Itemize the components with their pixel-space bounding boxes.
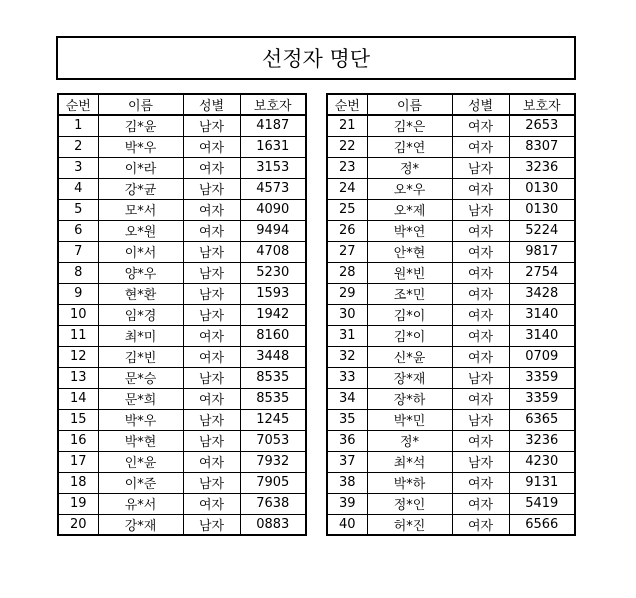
table-row	[58, 472, 306, 493]
cell-name: 김*이	[367, 304, 452, 325]
cell-gender: 남자	[183, 262, 240, 283]
cell-no: 16	[58, 430, 98, 451]
cell-guardian: 3236	[509, 430, 575, 451]
table-row	[327, 472, 575, 493]
table-row	[327, 514, 575, 535]
table-row	[58, 346, 306, 367]
cell-no: 2	[58, 136, 98, 157]
cell-no: 25	[327, 199, 367, 220]
cell-guardian: 7932	[240, 451, 306, 472]
cell-no: 26	[327, 220, 367, 241]
cell-no: 22	[327, 136, 367, 157]
roster-table-left	[57, 93, 307, 536]
cell-no: 13	[58, 367, 98, 388]
cell-name: 인*윤	[98, 451, 183, 472]
table-row	[58, 220, 306, 241]
cell-gender: 여자	[452, 514, 509, 535]
cell-guardian: 0709	[509, 346, 575, 367]
table-row	[58, 493, 306, 514]
cell-guardian: 8535	[240, 367, 306, 388]
cell-guardian: 4230	[509, 451, 575, 472]
cell-guardian: 6365	[509, 409, 575, 430]
cell-guardian: 3448	[240, 346, 306, 367]
cell-guardian: 9494	[240, 220, 306, 241]
cell-name: 박*우	[98, 409, 183, 430]
cell-no: 32	[327, 346, 367, 367]
cell-no: 27	[327, 241, 367, 262]
cell-gender: 남자	[183, 115, 240, 136]
cell-no: 19	[58, 493, 98, 514]
cell-guardian: 3359	[509, 367, 575, 388]
table-row	[58, 430, 306, 451]
cell-gender: 여자	[452, 346, 509, 367]
cell-name: 최*미	[98, 325, 183, 346]
cell-name: 장*재	[367, 367, 452, 388]
cell-no: 6	[58, 220, 98, 241]
table-row	[327, 388, 575, 409]
cell-guardian: 3236	[509, 157, 575, 178]
cell-name: 허*진	[367, 514, 452, 535]
cell-name: 이*준	[98, 472, 183, 493]
table-row	[327, 157, 575, 178]
cell-guardian: 3140	[509, 325, 575, 346]
cell-gender: 남자	[183, 178, 240, 199]
cell-guardian: 3140	[509, 304, 575, 325]
cell-name: 모*서	[98, 199, 183, 220]
table-row	[58, 304, 306, 325]
roster-body-left	[58, 115, 306, 535]
cell-gender: 여자	[452, 325, 509, 346]
cell-gender: 남자	[452, 409, 509, 430]
cell-no: 23	[327, 157, 367, 178]
table-row	[58, 199, 306, 220]
cell-guardian: 8535	[240, 388, 306, 409]
cell-gender: 여자	[183, 220, 240, 241]
table-row	[58, 409, 306, 430]
cell-guardian: 7905	[240, 472, 306, 493]
cell-no: 28	[327, 262, 367, 283]
cell-guardian: 9817	[509, 241, 575, 262]
cell-guardian: 5224	[509, 220, 575, 241]
table-header-row	[327, 94, 575, 115]
cell-no: 34	[327, 388, 367, 409]
table-row	[58, 325, 306, 346]
cell-name: 정*인	[367, 493, 452, 514]
cell-name: 이*서	[98, 241, 183, 262]
table-row	[58, 241, 306, 262]
cell-no: 36	[327, 430, 367, 451]
table-row	[58, 262, 306, 283]
table-row	[327, 283, 575, 304]
cell-name: 박*우	[98, 136, 183, 157]
table-row	[327, 430, 575, 451]
cell-gender: 남자	[183, 241, 240, 262]
table-row	[58, 283, 306, 304]
cell-name: 최*석	[367, 451, 452, 472]
cell-guardian: 0883	[240, 514, 306, 535]
cell-gender: 남자	[452, 367, 509, 388]
cell-gender: 여자	[452, 178, 509, 199]
cell-no: 39	[327, 493, 367, 514]
cell-no: 11	[58, 325, 98, 346]
cell-name: 장*하	[367, 388, 452, 409]
cell-name: 양*우	[98, 262, 183, 283]
cell-name: 유*서	[98, 493, 183, 514]
cell-gender: 남자	[183, 514, 240, 535]
cell-guardian: 4708	[240, 241, 306, 262]
table-row	[58, 136, 306, 157]
cell-no: 8	[58, 262, 98, 283]
table-row	[327, 451, 575, 472]
cell-name: 강*균	[98, 178, 183, 199]
cell-no: 24	[327, 178, 367, 199]
cell-name: 이*라	[98, 157, 183, 178]
cell-guardian: 7638	[240, 493, 306, 514]
cell-gender: 남자	[183, 367, 240, 388]
cell-gender: 여자	[183, 493, 240, 514]
cell-no: 37	[327, 451, 367, 472]
header-gender: 성별	[452, 94, 509, 115]
cell-no: 4	[58, 178, 98, 199]
cell-gender: 여자	[183, 451, 240, 472]
cell-gender: 여자	[452, 388, 509, 409]
cell-gender: 여자	[452, 115, 509, 136]
cell-guardian: 4573	[240, 178, 306, 199]
cell-no: 31	[327, 325, 367, 346]
cell-name: 정*	[367, 157, 452, 178]
header-no: 순번	[58, 94, 98, 115]
cell-no: 21	[327, 115, 367, 136]
table-row	[327, 241, 575, 262]
cell-no: 15	[58, 409, 98, 430]
cell-name: 오*원	[98, 220, 183, 241]
cell-gender: 남자	[452, 157, 509, 178]
cell-no: 1	[58, 115, 98, 136]
table-row	[327, 115, 575, 136]
cell-gender: 여자	[452, 220, 509, 241]
cell-no: 33	[327, 367, 367, 388]
cell-gender: 여자	[452, 304, 509, 325]
page-title	[56, 36, 576, 80]
table-row	[327, 304, 575, 325]
header-gender: 성별	[183, 94, 240, 115]
cell-no: 5	[58, 199, 98, 220]
cell-guardian: 9131	[509, 472, 575, 493]
cell-no: 38	[327, 472, 367, 493]
table-row	[327, 409, 575, 430]
cell-name: 김*이	[367, 325, 452, 346]
cell-no: 7	[58, 241, 98, 262]
cell-gender: 여자	[452, 262, 509, 283]
cell-gender: 여자	[452, 136, 509, 157]
cell-name: 김*은	[367, 115, 452, 136]
cell-gender: 여자	[452, 283, 509, 304]
cell-no: 12	[58, 346, 98, 367]
cell-name: 박*연	[367, 220, 452, 241]
cell-name: 원*빈	[367, 262, 452, 283]
cell-gender: 여자	[452, 241, 509, 262]
table-row	[58, 514, 306, 535]
cell-gender: 남자	[183, 409, 240, 430]
cell-name: 현*환	[98, 283, 183, 304]
cell-guardian: 5419	[509, 493, 575, 514]
cell-name: 오*제	[367, 199, 452, 220]
cell-name: 문*승	[98, 367, 183, 388]
cell-guardian: 0130	[509, 199, 575, 220]
cell-no: 14	[58, 388, 98, 409]
cell-name: 강*재	[98, 514, 183, 535]
cell-gender: 여자	[183, 388, 240, 409]
cell-name: 박*현	[98, 430, 183, 451]
table-row	[327, 136, 575, 157]
roster-body-right	[327, 115, 575, 535]
cell-name: 신*윤	[367, 346, 452, 367]
header-guardian: 보호자	[509, 94, 575, 115]
cell-gender: 남자	[183, 472, 240, 493]
cell-no: 10	[58, 304, 98, 325]
cell-gender: 남자	[452, 199, 509, 220]
header-name: 이름	[367, 94, 452, 115]
cell-no: 29	[327, 283, 367, 304]
cell-no: 17	[58, 451, 98, 472]
cell-name: 안*현	[367, 241, 452, 262]
cell-guardian: 2653	[509, 115, 575, 136]
cell-name: 김*윤	[98, 115, 183, 136]
cell-no: 3	[58, 157, 98, 178]
table-row	[58, 451, 306, 472]
cell-no: 30	[327, 304, 367, 325]
cell-guardian: 0130	[509, 178, 575, 199]
table-row	[58, 178, 306, 199]
cell-guardian: 4090	[240, 199, 306, 220]
table-row	[58, 388, 306, 409]
table-row	[327, 493, 575, 514]
header-no: 순번	[327, 94, 367, 115]
cell-name: 정*	[367, 430, 452, 451]
cell-name: 박*민	[367, 409, 452, 430]
table-row	[327, 346, 575, 367]
cell-guardian: 8307	[509, 136, 575, 157]
cell-gender: 여자	[183, 346, 240, 367]
cell-guardian: 2754	[509, 262, 575, 283]
cell-name: 박*하	[367, 472, 452, 493]
cell-gender: 여자	[183, 325, 240, 346]
cell-guardian: 1942	[240, 304, 306, 325]
cell-gender: 여자	[452, 472, 509, 493]
cell-guardian: 1631	[240, 136, 306, 157]
cell-gender: 남자	[183, 304, 240, 325]
cell-gender: 여자	[452, 430, 509, 451]
cell-gender: 여자	[183, 157, 240, 178]
table-row	[327, 367, 575, 388]
cell-no: 40	[327, 514, 367, 535]
cell-gender: 여자	[183, 199, 240, 220]
cell-guardian: 3428	[509, 283, 575, 304]
cell-guardian: 3359	[509, 388, 575, 409]
table-row	[327, 325, 575, 346]
cell-guardian: 4187	[240, 115, 306, 136]
cell-no: 20	[58, 514, 98, 535]
cell-no: 9	[58, 283, 98, 304]
roster-table-right	[326, 93, 576, 536]
table-row	[58, 115, 306, 136]
cell-guardian: 1245	[240, 409, 306, 430]
cell-gender: 남자	[452, 451, 509, 472]
cell-gender: 여자	[183, 136, 240, 157]
cell-guardian: 6566	[509, 514, 575, 535]
header-name: 이름	[98, 94, 183, 115]
cell-name: 문*희	[98, 388, 183, 409]
cell-name: 김*연	[367, 136, 452, 157]
page-title-text: 선정자 명단	[261, 47, 371, 71]
cell-gender: 여자	[452, 493, 509, 514]
table-row	[327, 199, 575, 220]
table-row	[327, 262, 575, 283]
table-row	[327, 220, 575, 241]
cell-name: 김*빈	[98, 346, 183, 367]
cell-gender: 남자	[183, 430, 240, 451]
cell-guardian: 5230	[240, 262, 306, 283]
table-row	[58, 157, 306, 178]
cell-guardian: 3153	[240, 157, 306, 178]
table-row	[58, 367, 306, 388]
table-row	[327, 178, 575, 199]
cell-name: 오*우	[367, 178, 452, 199]
cell-no: 35	[327, 409, 367, 430]
cell-no: 18	[58, 472, 98, 493]
cell-gender: 남자	[183, 283, 240, 304]
cell-name: 임*경	[98, 304, 183, 325]
cell-guardian: 1593	[240, 283, 306, 304]
cell-guardian: 7053	[240, 430, 306, 451]
cell-name: 조*민	[367, 283, 452, 304]
cell-guardian: 8160	[240, 325, 306, 346]
table-header-row	[58, 94, 306, 115]
header-guardian: 보호자	[240, 94, 306, 115]
